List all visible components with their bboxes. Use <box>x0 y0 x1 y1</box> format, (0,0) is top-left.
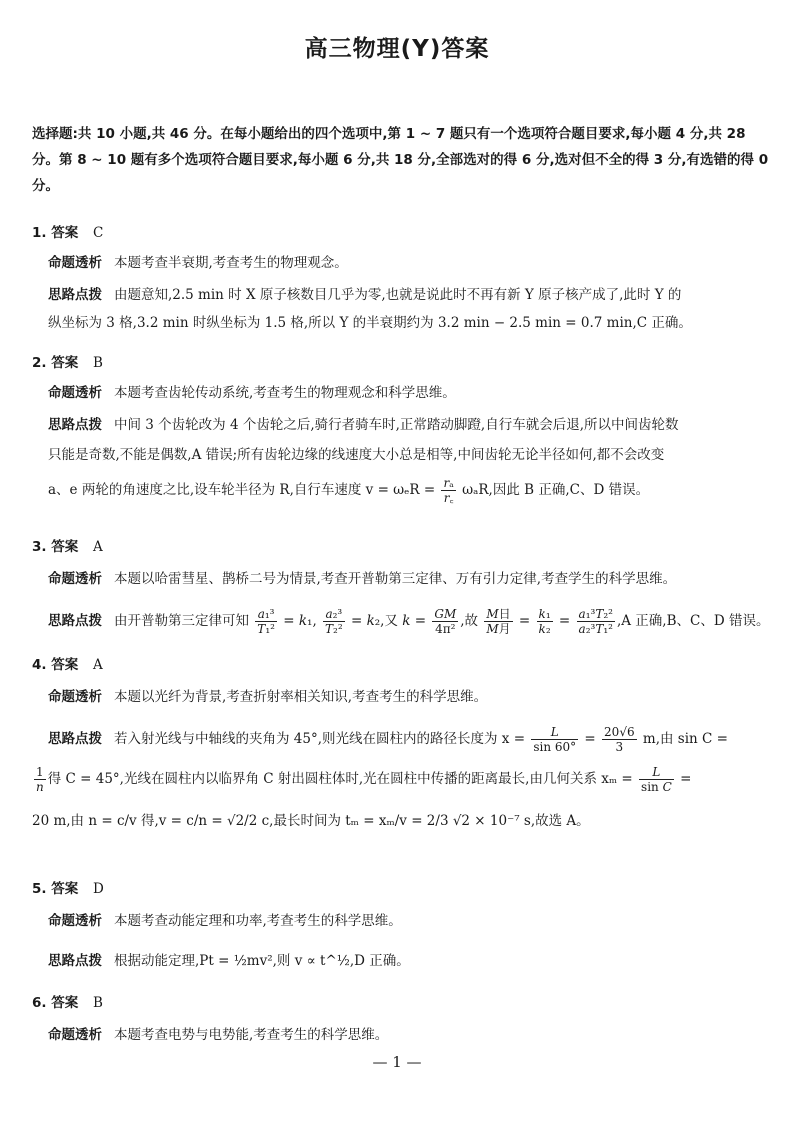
answer-label: 答案 <box>51 995 79 1011</box>
question-5 <box>32 878 772 974</box>
result-fraction: $\frac{\text{a₁³T₂²}}{\text{a₂³T₁²}}$ <box>578 607 613 636</box>
answer-label: 答案 <box>51 225 79 241</box>
mass-ratio-fraction: $\frac{\text{M日}}{\text{M月}}$ <box>486 607 511 636</box>
analysis-label: 命题透析 <box>48 255 102 271</box>
question-number: 5. <box>32 881 47 897</box>
answer-value: B <box>92 995 103 1011</box>
gm-fraction: $\frac{GM}{\text{4π²}}$ <box>434 607 457 636</box>
analysis-text: 本题考查齿轮传动系统,考查考生的物理观念和科学思维。 <box>114 385 456 401</box>
ratio-fraction: $\frac{\text{rₐ}}{r꜀}$ <box>443 476 454 505</box>
answer-value: D <box>92 881 104 897</box>
max-length-fraction: $\frac{L}{\text{sin C}}$ <box>641 765 672 794</box>
analysis-label: 命题透析 <box>48 913 102 929</box>
question-number: 3. <box>32 539 47 555</box>
kepler-fraction-1: $\frac{\text{a₁³}}{\text{T₁²}}$ <box>257 607 275 636</box>
k-ratio-fraction: $\frac{\text{k₁}}{\text{k₂}}$ <box>538 607 551 636</box>
answer-label: 答案 <box>51 881 79 897</box>
page-number: — 1 — <box>372 1053 422 1071</box>
analysis-label: 命题透析 <box>48 385 102 401</box>
hint-text-cont: a、e 两轮的角速度之比,设车轮半径为 R,自行车速度 v = ωₑR = <box>48 482 436 498</box>
hint-text: 由题意知,2.5 min 时 X 原子核数目几乎为零,也就是说此时不再有新 Y 原子核产成了,此时 Y 的 <box>114 287 682 303</box>
question-2 <box>32 352 772 505</box>
hint-text-cont: 只能是奇数,不能是偶数,A 错误;所有齿轮边缘的线速度大小总是相等,中间齿轮无论半径如何,都不会改变 <box>48 447 665 463</box>
question-number: 1. <box>32 225 47 241</box>
hint-text-end: ,A 正确,B、C、D 错误。 <box>616 613 770 629</box>
question-6 <box>32 992 772 1048</box>
hint-text: 根据动能定理,Pt = ½mv²,则 v ∝ t^½,D 正确。 <box>114 953 410 969</box>
kepler-fraction-2: $\frac{\text{a₂³}}{\text{T₂²}}$ <box>325 607 343 636</box>
instructions: 选择题:共 10 小题,共 46 分。在每小题给出的四个选项中,第 1 ~ 7 题只有一个选项符合题目要求,每小题 4 分,共 28 分。第 8 ~ 10 题有多个选项符合题目要求,每小题 6 分,共 18 分,全部选对的得 6 分,选对但不全的得 3 分,有选错的得 0 分。 <box>32 126 769 194</box>
question-number: 2. <box>32 355 47 371</box>
path-length-fraction: $\frac{L}{\sin 60^\circ}$ <box>533 725 577 754</box>
path-value-fraction: $\frac{20√6}{3}$ <box>604 725 635 754</box>
hint-text-cont: 20 m,由 n = c/v 得,v = c/n = √2/2 c,最长时间为 tₘ = xₘ/v = 2/3 √2 × 10⁻⁷ s,故选 A。 <box>32 813 590 829</box>
answer-label: 答案 <box>51 657 79 673</box>
analysis-text: 本题考查半衰期,考查考生的物理观念。 <box>114 255 348 271</box>
hint-text: 中间 3 个齿轮改为 4 个齿轮之后,骑行者骑车时,正常踏动脚蹬,自行车就会后退,所以中间齿轮数 <box>114 417 679 433</box>
question-1 <box>32 222 772 336</box>
analysis-text: 本题以光纤为背景,考查折射率相关知识,考查考生的科学思维。 <box>114 689 488 705</box>
hint-label: 思路点拨 <box>48 731 102 747</box>
hint-text-cont: 纵坐标为 3 格,3.2 min 时纵坐标为 1.5 格,所以 Y 的半衰期约为 3.2 min − 2.5 min = 0.7 min,C 正确。 <box>48 315 692 331</box>
hint-label: 思路点拨 <box>48 953 102 969</box>
analysis-text: 本题以哈雷彗星、鹊桥二号为情景,考查开普勒第三定律、万有引力定律,考查学生的科学思维。 <box>114 571 677 587</box>
sinc-fraction: $\frac{1}{n}$ <box>36 765 44 794</box>
question-4: 4. 答案 A 命题透析 本题以光纤为背景,考查折射率相关知识,考查考生的科学思维。 思路点拨 若入射光线与中轴线的夹角为 45°,则光线在圆柱内的路径长度为 x = $\frac{L}{\sin 60^\circ}$ = $\frac{20√6}{3}$ m,由 sin C = $\frac{1}{n}$ 得 C = 45°,光线在圆柱内以临界角 C 射出圆柱体时,光在圆柱中传播的距离最长,由几何关系 xₘ = $\frac{L}{\text{sin C}}$ = 20 m,由 n = c/v 得,v = c/n = √2/2 c,最长时间为 tₘ = xₘ/v = 2/3 √2 × 10⁻⁷ s,故选 A。 <box>32 654 772 834</box>
hint-label: 思路点拨 <box>48 613 102 629</box>
hint-text-cont: 得 C = 45°,光线在圆柱内以临界角 C 射出圆柱体时,光在圆柱中传播的距离最长,由几何关系 xₘ = <box>47 771 633 787</box>
hint-text: 由开普勒第三定律可知 <box>114 613 249 629</box>
answer-value: A <box>92 539 103 555</box>
hint-text-cont: ωₐR,因此 B 正确,C、D 错误。 <box>462 482 650 498</box>
question-number: 4. <box>32 657 47 673</box>
hint-label: 思路点拨 <box>48 417 102 433</box>
answer-value: C <box>92 225 104 241</box>
hint-text: 若入射光线与中轴线的夹角为 45°,则光线在圆柱内的路径长度为 x = <box>114 731 526 747</box>
page-title: 高三物理(Y)答案 <box>304 36 490 62</box>
question-3: 3. 答案 A 命题透析 本题以哈雷彗星、鹊桥二号为情景,考查开普勒第三定律、万有引力定律,考查学生的科学思维。 思路点拨 由开普勒第三定律可知 $\frac{\text{a₁³}}{\text{T₁²}}$ = k₁, $\frac{\text{a₂³}}{\text{T₂²}}$ = k₂,又 k = $\frac{GM}{\text{4π²}}$ ,故 $\frac{\text{M日}}{\text{M月}}$ = $\frac{\text{k₁}}{\text{k₂}}$ = $\frac{\text{a₁³T₂²}}{\text{a₂³T₁²}}$ ,A 正确,B、C、D 错误。 <box>32 539 770 636</box>
answer-value: A <box>92 657 103 673</box>
analysis-text: 本题考查电势与电势能,考查考生的科学思维。 <box>114 1027 389 1043</box>
answer-label: 答案 <box>51 355 79 371</box>
answer-value: B <box>92 355 103 371</box>
answer-label: 答案 <box>51 539 79 555</box>
analysis-label: 命题透析 <box>48 689 102 705</box>
hint-text: m,由 sin C = <box>642 731 728 747</box>
analysis-text: 本题考查动能定理和功率,考查考生的科学思维。 <box>114 913 402 929</box>
analysis-label: 命题透析 <box>48 571 102 587</box>
question-number: 6. <box>32 995 47 1011</box>
hint-label: 思路点拨 <box>48 287 102 303</box>
analysis-label: 命题透析 <box>48 1027 102 1043</box>
